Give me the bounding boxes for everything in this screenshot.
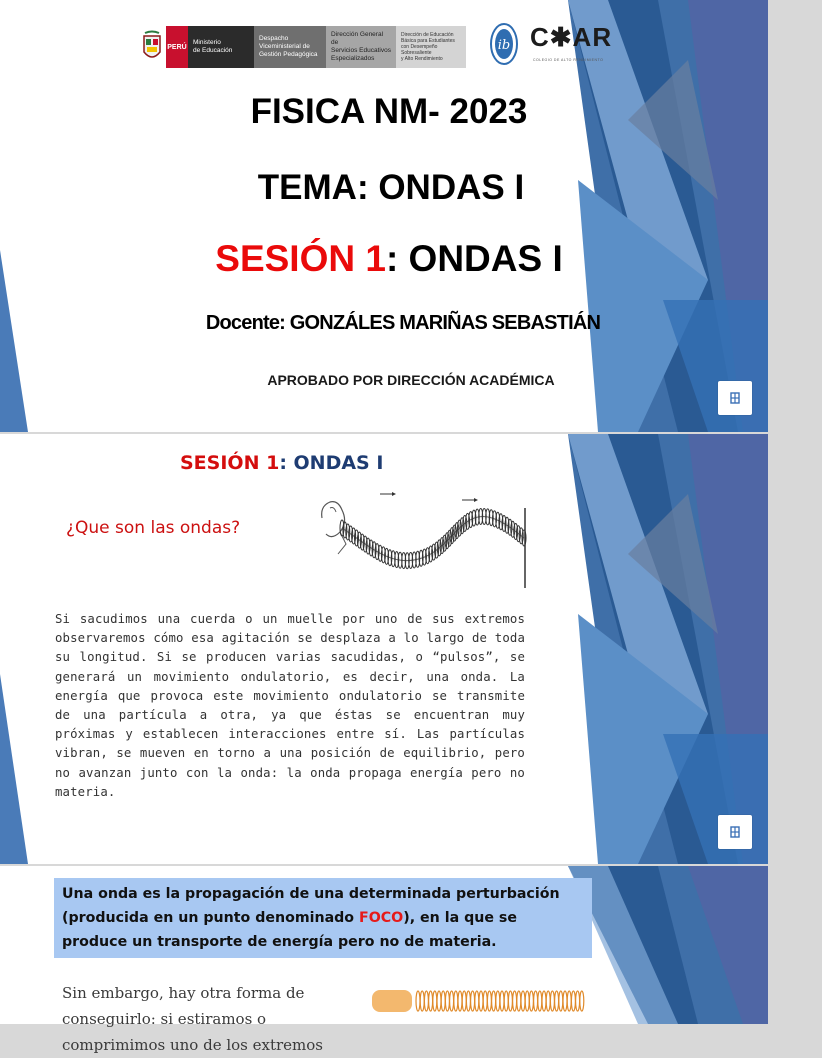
slide-icon xyxy=(728,825,742,839)
spring-coil xyxy=(454,991,458,1011)
coar-logo-text: C✱AR xyxy=(530,22,613,52)
slide-title xyxy=(0,0,768,432)
spring-coil xyxy=(508,991,512,1011)
spring-coil xyxy=(529,991,533,1011)
approval-note: APROBADO POR DIRECCIÓN ACADÉMICA xyxy=(267,372,555,388)
svg-text:ib: ib xyxy=(497,38,511,53)
spring-illustration xyxy=(372,976,592,1024)
spring-coil xyxy=(504,991,508,1011)
spring-coil xyxy=(458,991,462,1011)
despacho-logo: Despacho Viceministerial de Gestión Pedagógica xyxy=(254,26,326,68)
topic-title: TEMA: ONDAS I xyxy=(257,168,525,207)
institution-logos xyxy=(142,26,466,68)
course-title: FISICA NM- 2023 xyxy=(250,92,528,131)
scanned-text: Sin embargo, hay otra forma de conseguirlo: si estiramos o comprimimos uno de los extremos xyxy=(62,984,323,1054)
spring-coil xyxy=(513,991,517,1011)
spring-coil xyxy=(496,991,500,1011)
coar-logo xyxy=(530,20,613,68)
spring-coil xyxy=(542,991,546,1011)
slide-what-are-waves xyxy=(0,434,768,864)
spring-coil xyxy=(525,991,529,1011)
left-decoration xyxy=(0,0,30,432)
direccion-logo: Dirección General de Servicios Educativos Especializados xyxy=(326,26,396,68)
slide-heading xyxy=(180,452,383,474)
definition-text-1: Una onda es la propagación de una determinada perturbación (producida en un punto denominado xyxy=(62,886,560,926)
spring-coil xyxy=(462,991,466,1011)
right-decoration xyxy=(568,866,768,1024)
spring-coil xyxy=(441,991,445,1011)
spring-coil xyxy=(479,991,483,1011)
spring-coil xyxy=(416,991,420,1011)
spring-coil xyxy=(559,991,563,1011)
spring-coil xyxy=(471,991,475,1011)
spring-coil xyxy=(420,991,424,1011)
spring-coil xyxy=(487,991,491,1011)
spring-coil xyxy=(445,991,449,1011)
spring-coil xyxy=(450,991,454,1011)
peru-shield-icon xyxy=(142,30,162,64)
spring-coil xyxy=(550,991,554,1011)
spring-coil xyxy=(546,991,550,1011)
slide-icon xyxy=(728,391,742,405)
ministerio-logo: Ministerio de Educación xyxy=(188,26,254,68)
spring-coil xyxy=(492,991,496,1011)
question-heading: ¿Que son las ondas? xyxy=(66,518,241,538)
left-decoration xyxy=(0,434,30,864)
spring-coil xyxy=(437,991,441,1011)
teacher-name: Docente: GONZÁLES MARIÑAS SEBASTIÁN xyxy=(205,312,601,334)
ib-logo-icon xyxy=(489,20,519,68)
spring-wave-illustration xyxy=(312,488,532,598)
spring-coil xyxy=(433,991,437,1011)
session-topic: : ONDAS I xyxy=(279,452,384,474)
spring-coil xyxy=(534,991,538,1011)
session-title xyxy=(0,238,778,280)
definition-text-2: ), en la que se produce un transporte de energía pero no de materia. xyxy=(62,910,517,950)
spring-coil xyxy=(424,991,428,1011)
right-decoration xyxy=(568,434,768,864)
definition-box xyxy=(54,878,592,958)
spring-coil xyxy=(521,991,525,1011)
definition-foco: FOCO xyxy=(359,910,404,926)
slide-nav-button[interactable] xyxy=(718,815,752,849)
spring-coil xyxy=(538,991,542,1011)
spring-coil xyxy=(567,991,571,1011)
spring-coil xyxy=(500,991,504,1011)
spring-coil xyxy=(563,991,567,1011)
spring-coil xyxy=(555,991,559,1011)
session-label: SESIÓN 1 xyxy=(180,452,280,474)
spring-coil xyxy=(483,991,487,1011)
spring-coil xyxy=(580,991,584,1011)
spring-coil xyxy=(571,991,575,1011)
session-topic: : ONDAS I xyxy=(385,238,563,279)
spring-coil xyxy=(429,991,433,1011)
coar-logo-subtitle: COLEGIO DE ALTO RENDIMIENTO xyxy=(533,58,604,62)
spring-coil xyxy=(517,991,521,1011)
peru-logo: PERÚ xyxy=(166,26,188,68)
session-label: SESIÓN 1 xyxy=(215,238,386,279)
spring-coil xyxy=(576,991,580,1011)
spring-coil xyxy=(466,991,470,1011)
slide-wave-definition xyxy=(0,866,768,1054)
direccion-ebe-logo: Dirección de Educación Básica para Estudiantes con Desempeño Sobresaliente y Alto Rendimiento xyxy=(396,26,466,68)
body-paragraph: Si sacudimos una cuerda o un muelle por uno de sus extremos observaremos cómo esa agitación se desplaza a lo largo de toda su longitud. Si se producen varias sacudidas, o “pulsos”, se generará un movimiento ondulatorio, es decir, una onda. La energía que provoca este movimiento ondulatorio se transmite de una partícula a otra, ya que éstas se encuentran muy próximas y establecen interacciones entre sí. Las partículas vibran, se mueven en torno a una posición de equilibrio, pero no avanzan junto con la onda: la onda propaga energía pero no materia. xyxy=(55,612,525,799)
slide-nav-button[interactable] xyxy=(718,381,752,415)
spring-coil xyxy=(475,991,479,1011)
